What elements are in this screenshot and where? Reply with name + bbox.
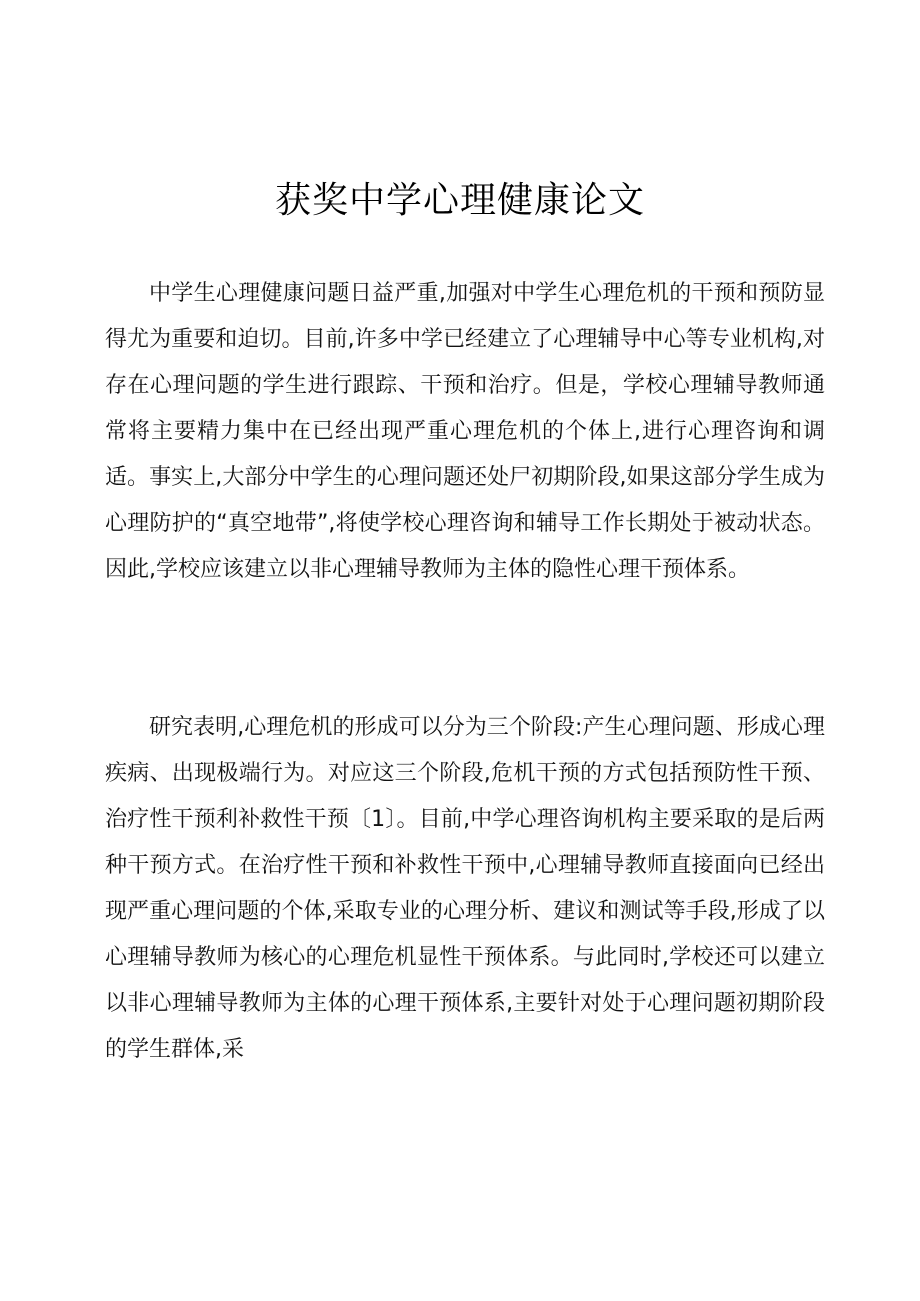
paragraph-research: 研究表明,心理危机的形成可以分为三个阶段:产生心理问题、形成心理疾病、出现极端行为。对应这三个阶段,危机干预的方式包括预防性干预、治疗性干预利补救性干预〔1〕。目前,中学心理咨询机构主要采取的是后两种干预方式。在治疗性干预和补救性干预中,心理辅导教师直接面向已经出现严重心理问题的个体,采取专业的心理分析、建议和测试等手段,形成了以心理辅导教师为核心的心理危机显性干预体系。与此同时,学校还可以建立以非心理辅导教师为主体的心理干预体系,主要针对处于心理问题初期阶段的学生群体,采 <box>105 715 825 1062</box>
document-title: 获奖中学心理健康论文 <box>274 180 645 221</box>
paragraph-intro: 中学生心理健康问题日益严重,加强对中学生心理危机的干预和预防显得尤为重要和迫切。目前,许多中学已经建立了心理辅导中心等专业机构,对存在心理问题的学生进行跟踪、干预和治疗。但是，学校心理辅导教师通常将主要精力集中在已经出现严重心理危机的个体上,进行心理咨询和调适。事实上,大部分中学生的心理问题还处尸初期阶段,如果这部分学生成为心理防护的“真空地带”,将使学校心理咨询和辅导工作长期处于被动状态。因此,学校应该建立以非心理辅导教师为主体的隐性心理干预体系。 <box>105 281 825 582</box>
